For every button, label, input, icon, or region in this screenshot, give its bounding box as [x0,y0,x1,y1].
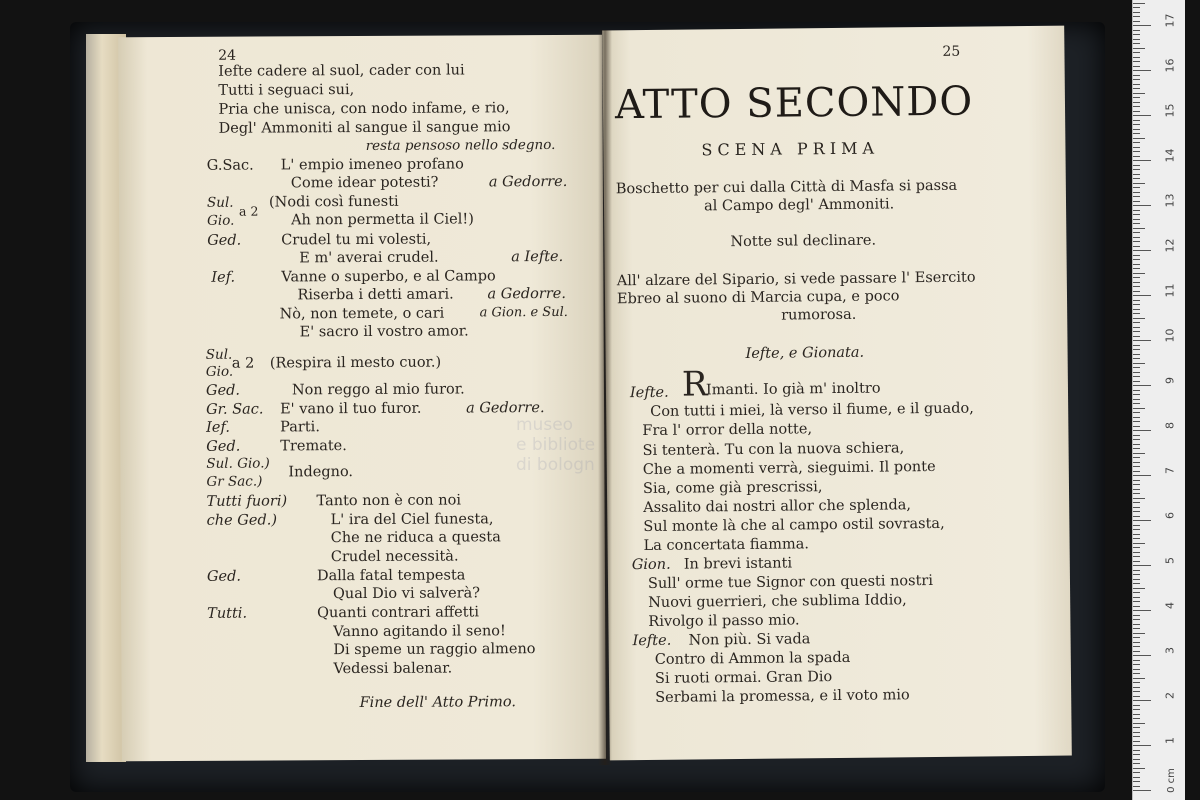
speaker: Tutti. [207,605,248,622]
ruler-tick [1133,214,1140,215]
ruler-tick [1133,403,1140,404]
text-line: Tremate. [280,438,347,455]
speaker: Gr Sac.) [206,473,263,490]
ruler-tick [1133,12,1140,13]
ruler-tick [1133,250,1151,251]
ruler-tick [1133,574,1140,575]
ruler-tick [1133,565,1151,566]
ruler-tick [1133,457,1140,458]
ruler-tick [1133,169,1140,170]
ruler-tick [1133,628,1140,629]
ruler-tick [1133,331,1140,332]
text-line: L' ira del Ciel funesta, [330,511,494,529]
text-line: Non reggo al mio furor. [291,381,465,399]
ruler-tick [1133,777,1140,778]
ruler-number: 16 [1163,58,1177,73]
a-due-marker: a 2 [231,355,255,372]
ruler-tick [1133,687,1140,688]
text-line: Serbami la promessa, e il voto mio [655,687,910,706]
ruler-tick [1133,223,1140,224]
ruler-tick [1133,673,1140,674]
ruler-tick [1133,295,1151,296]
ruler-tick [1133,336,1140,337]
ruler-number: 5 [1163,557,1177,564]
ruler-tick [1133,210,1140,211]
ruler-tick [1133,282,1140,283]
ruler-tick [1133,624,1140,625]
speaker: Ged. [205,382,241,399]
ruler-tick [1133,619,1140,620]
ruler-tick [1133,471,1140,472]
text-line: Di speme un raggio almeno [333,641,536,659]
ruler-tick [1133,768,1145,769]
ruler-tick [1133,462,1140,463]
ruler-tick [1133,664,1140,665]
ruler-tick [1133,714,1140,715]
text-line: Degl' Ammoniti al sangue il sangue mio [218,119,511,137]
ruler-tick [1133,556,1140,557]
speaker: Ief. [206,419,230,436]
ruler-number: 15 [1163,103,1177,118]
ruler-tick [1133,444,1140,445]
ruler-tick [1133,421,1140,422]
stamp-line: di bologn [516,455,595,475]
stage-direction: a Gedorre. [466,400,545,417]
speaker: Sul. [206,194,234,211]
ruler-tick [1133,381,1140,382]
ruler-tick [1133,682,1140,683]
text-line: Quanti contrari affetti [317,604,480,622]
ruler-unit: 0 cm [1165,768,1177,793]
ruler-tick [1133,790,1151,791]
text-line: Tanto non è con noi [316,492,461,510]
text-line: Vanne o superbo, e al Campo [281,268,496,286]
ruler-tick [1133,75,1140,76]
ruler-tick [1133,228,1145,229]
ruler-tick [1133,430,1151,431]
right-page [602,26,1072,761]
ruler-tick [1133,7,1140,8]
speaker: Gion. [631,556,671,574]
ruler-tick [1133,736,1140,737]
ruler-tick [1133,79,1140,80]
text-line: Sull' orme tue Signor con questi nostri [647,573,934,592]
text-line: La concertata fiamma. [643,536,809,555]
ruler-number: 9 [1163,377,1177,384]
ruler-number: 11 [1163,283,1177,298]
text-line: Nò, non temete, o cari [279,305,445,323]
ruler-tick [1133,763,1140,764]
ruler-tick [1133,718,1140,719]
ruler-tick [1133,741,1140,742]
ruler-tick [1133,349,1140,350]
stage-direction: a Gion. e Sul. [479,304,568,321]
text-line: Pria che unisca, con nodo infame, e rio, [218,100,510,118]
text-line: (Nodi così funesti [268,193,399,211]
ruler-tick [1133,610,1151,611]
ruler-tick [1133,318,1145,319]
ruler-number: 14 [1163,148,1177,163]
text-line: Rivolgo il passo mio. [648,612,800,630]
ruler-tick [1133,16,1140,17]
ruler-tick [1133,759,1140,760]
text-line: Crudel necessità. [330,548,459,566]
speaker: Gr. Sac. [206,401,264,418]
ruler-tick [1133,205,1151,206]
ruler-tick [1133,43,1140,44]
text-line: Con tutti i miei, là verso il fiume, e il guado, [650,400,974,420]
ruler-tick [1133,399,1140,400]
act-end-note: Fine dell' Atto Primo. [359,694,516,712]
ruler-tick [1133,705,1140,706]
stage-direction: a Gedorre. [487,285,566,303]
ruler-number: 6 [1163,512,1177,519]
ruler-number: 10 [1163,328,1177,343]
ruler-tick [1133,232,1140,233]
ruler-number: 7 [1163,467,1177,474]
text-line: Sul monte là che al campo ostil sovrasta, [643,515,945,536]
text-line: Indegno. [288,464,354,481]
ruler-tick [1133,448,1140,449]
ruler-tick [1133,534,1140,535]
text-line: E' vano il tuo furor. [280,400,422,418]
ruler-tick [1133,358,1140,359]
ruler-number: 3 [1163,647,1177,654]
ruler-tick [1133,304,1140,305]
text-line: E m' averai crudel. [299,249,439,267]
act-title: ATTO SECONDO [614,78,974,129]
text-line: In brevi istanti [683,555,793,573]
text-line: Che a momenti verrà, sieguimi. Il ponte [642,458,936,479]
ruler-tick [1133,745,1151,746]
speaker: Iefte. [632,632,672,650]
text-line: Imanti. Io già m' inoltro [705,380,881,399]
ruler-tick [1133,781,1140,782]
text-line: Qual Dio vi salverà? [332,585,481,603]
ruler-tick [1133,489,1140,490]
text-line: L' empio imeneo profano [280,156,464,174]
ruler-tick [1133,327,1140,328]
ruler-tick [1133,25,1151,26]
ruler-tick [1133,507,1140,508]
speaker: Ged. [207,232,242,249]
text-line: Che ne riduca a questa [330,529,501,547]
ruler-tick [1133,376,1140,377]
ruler-tick [1133,61,1140,62]
ruler-tick [1133,187,1140,188]
speaker: Ged. [206,438,241,455]
characters-line: Iefte, e Gionata. [745,344,865,362]
ruler-tick [1133,772,1140,773]
ruler-tick [1133,196,1140,197]
stamp-line: e bibliote [516,435,596,455]
ruler-tick [1133,732,1140,733]
text-line: Contro di Ammon la spada [654,649,851,668]
setting-note: Notte sul declinare. [730,232,877,251]
drop-cap: R [681,364,708,405]
ruler-tick [1133,363,1145,364]
ruler-tick [1133,34,1140,35]
ruler-tick [1133,340,1151,341]
ruler-tick [1133,754,1140,755]
ruler-tick [1133,412,1140,413]
ruler-tick [1133,426,1140,427]
ruler-tick [1133,466,1140,467]
ruler-tick [1133,219,1140,220]
ruler-tick [1133,142,1140,143]
ruler-tick [1133,70,1151,71]
ruler-number: 2 [1163,692,1177,699]
text-line: Si ruoti ormai. Gran Dio [654,669,833,687]
ruler-tick [1133,309,1140,310]
ruler-tick [1133,385,1151,386]
ruler-tick [1133,147,1140,148]
stamp-line: museo [516,415,574,435]
ruler-tick [1133,655,1151,656]
speaker: Sul. [205,346,233,363]
text-line: Nuovi guerrieri, che sublima Iddio, [648,592,907,611]
speaker: Ged. [206,568,242,585]
ruler-tick [1133,651,1140,652]
ruler-tick [1133,178,1140,179]
ruler-tick [1133,124,1140,125]
ruler-tick [1133,183,1145,184]
ruler-tick [1133,561,1140,562]
text-line: Assalito dai nostri allor che splenda, [643,497,912,517]
left-page [118,35,606,762]
ruler-tick [1133,111,1140,112]
text-line: Ah non permetta il Ciel!) [291,211,474,229]
text-line: Parti. [280,419,320,436]
ruler-tick [1133,727,1140,728]
text-line: Ebreo al suono di Marcia cupa, e poco [616,288,900,308]
scene-title: SCENA PRIMA [701,138,880,160]
ruler-tick [1133,372,1140,373]
ruler-tick [1133,480,1140,481]
ruler-tick [1133,259,1140,260]
page-number-left: 24 [218,47,237,64]
book-gutter [598,30,612,765]
ruler-tick [1133,543,1145,544]
ruler-tick [1133,502,1140,503]
ruler-tick [1133,21,1140,22]
text-line: Tutti i seguaci sui, [218,82,355,99]
ruler-tick [1133,313,1140,314]
text-line: Crudel tu mi volesti, [281,231,432,249]
ruler-tick [1133,255,1140,256]
ruler-tick [1133,660,1140,661]
ruler-tick [1133,516,1140,517]
ruler-tick [1133,277,1140,278]
ruler-tick [1133,156,1140,157]
ruler-tick [1133,160,1151,161]
ruler-tick [1133,241,1140,242]
ruler-tick [1133,597,1140,598]
ruler-tick [1133,453,1145,454]
ruler-tick [1133,588,1145,589]
ruler-tick [1133,322,1140,323]
text-line: Fra l' orror della notte, [642,421,813,440]
ruler-tick [1133,115,1151,116]
ruler-tick [1133,66,1140,67]
ruler-number: 12 [1163,238,1177,253]
ruler-tick [1133,3,1145,4]
ruler-tick [1133,696,1140,697]
ruler-tick [1133,300,1140,301]
ruler-tick [1133,264,1140,265]
ruler-tick [1133,120,1140,121]
ruler-tick [1133,637,1140,638]
speaker: Gio. [205,363,234,380]
ruler-tick [1133,552,1140,553]
speaker: Tutti fuori) [206,493,288,510]
ruler-tick [1133,93,1145,94]
stage-direction: a Iefte. [511,248,564,266]
ruler-tick [1133,291,1140,292]
stage-direction: resta pensoso nello sdegno. [365,136,556,154]
ruler-tick [1133,367,1140,368]
ruler-number: 13 [1163,193,1177,208]
speaker: G.Sac. [206,157,254,174]
speaker: Iefte. [629,384,669,402]
ruler-tick [1133,417,1140,418]
ruler-tick [1133,394,1140,395]
ruler-tick [1133,237,1140,238]
ruler-tick [1133,345,1140,346]
library-stamp [516,415,595,475]
ruler-tick [1133,750,1140,751]
ruler-tick [1133,30,1140,31]
speaker: Ief. [211,269,236,286]
ruler-tick [1133,88,1140,89]
ruler-tick [1133,678,1145,679]
ruler-tick [1133,192,1140,193]
ruler-tick [1133,484,1140,485]
a-due-marker: a 2 [238,203,259,219]
text-line: (Respira il mesto cuor.) [269,354,442,372]
ruler-tick [1133,286,1140,287]
ruler-tick [1133,691,1140,692]
ruler-tick [1133,723,1145,724]
ruler-tick [1133,439,1140,440]
ruler-tick [1133,106,1140,107]
ruler-tick [1133,133,1140,134]
ruler-tick [1133,547,1140,548]
text-line: Vanno agitando il seno! [333,623,506,641]
stage-direction: a Gedorre. [488,173,568,191]
ruler-tick [1133,786,1140,787]
ruler-tick [1133,615,1140,616]
ruler-tick [1133,579,1140,580]
text-line: E' sacro il vostro amor. [299,323,469,341]
ruler-tick [1133,642,1140,643]
ruler-tick [1133,408,1145,409]
ruler-number: 1 [1163,737,1177,744]
speaker: che Ged.) [206,512,278,529]
text-line: Dalla fatal tempesta [316,567,466,585]
ruler-tick [1133,129,1140,130]
ruler-tick [1133,151,1140,152]
text-line: al Campo degl' Ammoniti. [703,196,895,215]
ruler-tick [1133,511,1140,512]
ruler-number: 17 [1163,13,1177,28]
ruler-tick [1133,583,1140,584]
ruler-tick [1133,39,1140,40]
ruler-tick [1133,592,1140,593]
text-line: Iefte cadere al suol, cader con lui [218,62,465,80]
text-line: Riserba i detti amari. [297,286,454,304]
ruler-tick [1133,493,1140,494]
ruler-tick [1133,606,1140,607]
ruler-tick [1133,165,1140,166]
ruler-tick [1133,498,1145,499]
ruler-tick [1133,390,1140,391]
ruler-tick [1133,475,1151,476]
ruler-tick [1133,669,1140,670]
ruler-tick [1133,633,1145,634]
speaker: Sul. Gio.) [206,455,270,472]
ruler-tick [1133,84,1140,85]
ruler-tick [1133,529,1140,530]
text-line: Come idear potesti? [290,174,439,192]
text-line: Si tenterà. Tu con la nuova schiera, [642,440,905,460]
ruler-tick [1133,102,1140,103]
ruler-tick [1133,48,1145,49]
ruler-tick [1133,52,1140,53]
ruler-number: 8 [1163,422,1177,429]
text-line: rumorosa. [781,306,857,324]
ruler-tick [1133,246,1140,247]
text-line: Sia, come già prescrissi, [642,479,823,498]
ruler-tick [1133,709,1140,710]
ruler-tick [1133,138,1145,139]
text-line: Non più. Si vada [688,631,811,649]
ruler-tick [1133,57,1140,58]
ruler-tick [1133,435,1140,436]
ruler-number: 4 [1163,602,1177,609]
ruler-tick [1133,538,1140,539]
ruler-tick [1133,268,1140,269]
ruler-tick [1133,525,1140,526]
ruler-tick [1133,201,1140,202]
text-line: Boschetto per cui dalla Città di Masfa si passa [615,177,958,198]
ruler-tick [1133,97,1140,98]
ruler-tick [1133,354,1140,355]
ruler-tick [1133,646,1140,647]
ruler-tick [1133,174,1140,175]
text-line: Vedessi balenar. [333,660,453,678]
ruler-tick [1133,601,1140,602]
ruler-tick [1133,273,1145,274]
ruler-tick [1133,520,1151,521]
ruler-tick [1133,700,1151,701]
text-line: All' alzare del Sipario, si vede passare l' Esercito [616,269,976,290]
measurement-ruler [1132,0,1185,800]
speaker: Gio. [207,212,235,229]
page-number-right: 25 [942,43,961,60]
ruler-tick [1133,570,1140,571]
